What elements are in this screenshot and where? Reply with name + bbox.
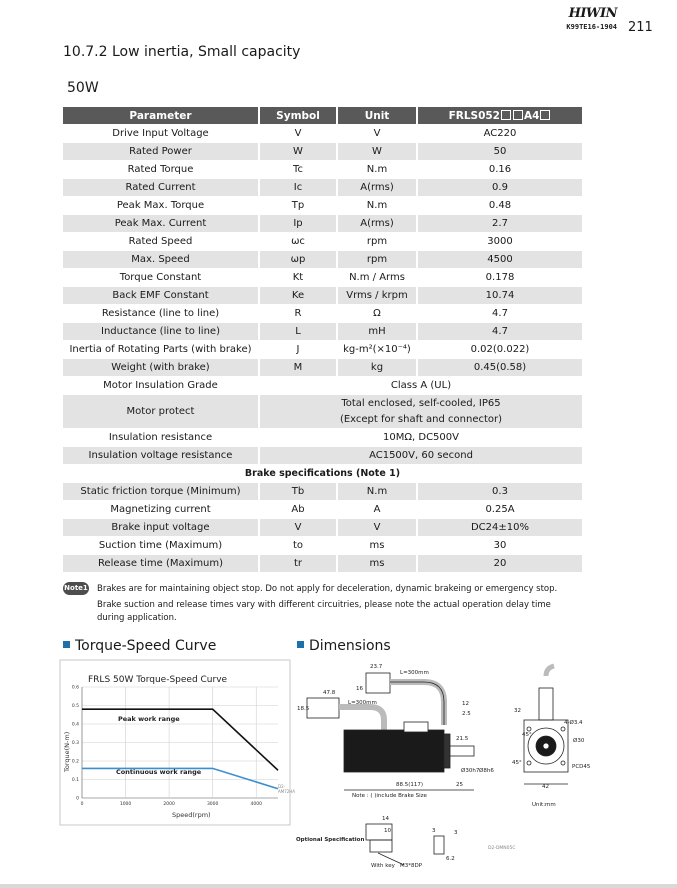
motor-protect-line1: Total enclosed, self-cooled, IP65 — [341, 397, 501, 409]
cell-unit: W — [336, 143, 416, 160]
optional-key — [370, 840, 392, 852]
y-tick-label: 0.4 — [71, 722, 79, 728]
cell-parameter: Back EMF Constant — [63, 287, 258, 304]
cell-parameter: Rated Power — [63, 143, 258, 160]
cell-unit: N.m / Arms — [336, 269, 416, 286]
end-view-connector — [539, 688, 553, 720]
section-title: 10.7.2 Low inertia, Small capacity — [63, 44, 301, 60]
header-unit: Unit — [336, 107, 416, 124]
cell-parameter: Peak Max. Current — [63, 215, 258, 232]
cell-symbol: to — [258, 537, 336, 554]
cell-value: 2.7 — [416, 215, 582, 232]
bullet-square-icon — [63, 641, 70, 648]
cell-value: 3000 — [416, 233, 582, 250]
brake-spec-header: Brake specifications (Note 1) — [63, 465, 582, 482]
x-tick-label: 0 — [80, 802, 84, 807]
cell-symbol: Ab — [258, 501, 336, 518]
connector-block — [404, 722, 428, 732]
opt-dim-14: 14 — [382, 816, 389, 822]
footer-bar — [0, 884, 677, 888]
cell-symbol: L — [258, 323, 336, 340]
end-view-shaft — [543, 743, 549, 749]
cell-parameter: Release time (Maximum) — [63, 555, 258, 572]
motor-shaft — [450, 746, 474, 756]
x-axis-label: Speed(rpm) — [172, 811, 211, 819]
dim-note: Note : ( )include Brake Size — [352, 793, 427, 799]
unit-label: Unit:mm — [532, 802, 556, 808]
dim-phi8h6: Ø8h6 — [479, 768, 494, 774]
cell-symbol: ωp — [258, 251, 336, 268]
cell-value: 4500 — [416, 251, 582, 268]
dim-phi30: Ø30 — [573, 738, 585, 744]
y-tick-label: 0.1 — [71, 778, 79, 783]
dim-42: 42 — [542, 784, 549, 790]
cell-symbol: Tb — [258, 483, 336, 500]
cell-value: Class A (UL) — [258, 377, 582, 394]
cell-parameter: Drive Input Voltage — [63, 125, 258, 142]
end-view-cable — [546, 666, 554, 676]
cell-value: 0.48 — [416, 197, 582, 214]
cell-unit: Ω — [336, 305, 416, 322]
cell-value: 0.02(0.022) — [416, 341, 582, 358]
cell-parameter: Inertia of Rotating Parts (with brake) — [63, 341, 258, 358]
cell-symbol: ωc — [258, 233, 336, 250]
cell-parameter: Motor Insulation Grade — [63, 377, 258, 394]
cell-unit: kg-m²(×10⁻⁴) — [336, 341, 416, 358]
dim-16: 16 — [356, 686, 363, 692]
cell-unit: rpm — [336, 251, 416, 268]
mount-hole — [561, 761, 565, 765]
continuous-range-label: Continuous work range — [116, 768, 202, 776]
cell-parameter: Static friction torque (Minimum) — [63, 483, 258, 500]
opt-with-key: With key — [371, 863, 395, 869]
x-tick-label: 2000 — [163, 802, 175, 807]
dimensions-drawing — [296, 660, 616, 885]
chart-code: D2-AM72HA — [278, 784, 296, 794]
doc-code: K99TE16-1904 — [566, 23, 617, 31]
dims-code: D2-DMN05C — [488, 846, 516, 851]
cell-unit: V — [336, 125, 416, 142]
y-axis-label: Torque(N-m) — [63, 731, 71, 772]
x-tick-label: 1000 — [119, 802, 132, 807]
cell-symbol: W — [258, 143, 336, 160]
cell-value: 0.25A — [416, 501, 582, 518]
cell-parameter: Inductance (line to line) — [63, 323, 258, 340]
cell-unit: A(rms) — [336, 215, 416, 232]
cell-symbol: Ic — [258, 179, 336, 196]
cell-value: 4.7 — [416, 305, 582, 322]
cell-value: 20 — [416, 555, 582, 572]
opt-dim-6-2: 6.2 — [446, 856, 455, 862]
cell-value: 10MΩ, DC500V — [258, 429, 582, 446]
placeholder-box-icon — [540, 110, 550, 120]
cell-value: 0.178 — [416, 269, 582, 286]
note-text — [97, 583, 577, 628]
cell-symbol: Ke — [258, 287, 336, 304]
cell-value: 10.74 — [416, 287, 582, 304]
optional-tap-end — [434, 836, 444, 854]
dim-21-5: 21.5 — [456, 736, 469, 742]
cell-parameter: Resistance (line to line) — [63, 305, 258, 322]
cell-unit: Vrms / krpm — [336, 287, 416, 304]
peak-range-label: Peak work range — [118, 715, 180, 723]
cell-symbol: Kt — [258, 269, 336, 286]
cell-parameter: Rated Torque — [63, 161, 258, 178]
opt-dim-10: 10 — [384, 828, 391, 834]
cell-symbol: J — [258, 341, 336, 358]
spec-table — [63, 106, 582, 573]
cell-value — [258, 395, 582, 428]
cell-value: 0.9 — [416, 179, 582, 196]
torque-curve-heading-label: Torque-Speed Curve — [75, 638, 217, 654]
cell-value: DC24±10% — [416, 519, 582, 536]
cell-parameter: Rated Speed — [63, 233, 258, 250]
opt-tap: M3*8DP — [400, 863, 423, 869]
dim-32: 32 — [514, 708, 521, 714]
power-connector — [307, 698, 339, 718]
cell-parameter: Weight (with brake) — [63, 359, 258, 376]
cell-symbol: M — [258, 359, 336, 376]
power-cable — [339, 707, 384, 730]
y-tick-label: 0.6 — [71, 685, 79, 691]
cell-value: 0.16 — [416, 161, 582, 178]
table-header-row — [63, 107, 582, 124]
cell-unit: ms — [336, 537, 416, 554]
dimensions-heading-label: Dimensions — [309, 638, 391, 654]
cell-parameter: Magnetizing current — [63, 501, 258, 518]
opt-dim-3: 3 — [432, 828, 436, 834]
dim-2-5: 2.5 — [462, 711, 471, 717]
bullet-square-icon — [297, 641, 304, 648]
cell-unit: V — [336, 519, 416, 536]
cell-value: 0.3 — [416, 483, 582, 500]
motor-protect-line2: (Except for shaft and connector) — [339, 413, 503, 425]
cell-symbol: Ip — [258, 215, 336, 232]
dim-pcd45: PCD45 — [572, 764, 591, 770]
x-tick-label: 3000 — [206, 802, 219, 807]
cell-symbol: V — [258, 125, 336, 142]
motor-flange — [444, 734, 450, 768]
cell-parameter: Rated Current — [63, 179, 258, 196]
cell-symbol: Tp — [258, 197, 336, 214]
header-symbol: Symbol — [258, 107, 336, 124]
dim-phi30h7: Ø30h7 — [461, 768, 480, 774]
cell-symbol: V — [258, 519, 336, 536]
cell-symbol: Tc — [258, 161, 336, 178]
y-tick-label: 0.5 — [71, 704, 79, 709]
cell-value: 50 — [416, 143, 582, 160]
y-tick-label: 0 — [76, 796, 79, 802]
dim-45-a: 45° — [522, 732, 532, 738]
dim-47-8: 47.8 — [323, 690, 336, 696]
cell-symbol: tr — [258, 555, 336, 572]
cell-value: 0.45(0.58) — [416, 359, 582, 376]
x-tick-label: 4000 — [250, 802, 262, 807]
cell-parameter: Insulation resistance — [63, 429, 258, 446]
dim-45-b: 45° — [512, 760, 522, 766]
cell-symbol: R — [258, 305, 336, 322]
opt-dim-3b: 3 — [454, 830, 458, 836]
note-line-2: Brake suction and release times vary with different circuitries, please note the actual operation delay time during application. — [97, 600, 551, 623]
model-mid: A4 — [524, 109, 540, 122]
brand-logo: HIWIN — [568, 6, 617, 21]
cell-unit: kg — [336, 359, 416, 376]
dim-l300-top: L=300mm — [400, 670, 429, 676]
cell-parameter: Brake input voltage — [63, 519, 258, 536]
cell-parameter: Max. Speed — [63, 251, 258, 268]
cell-unit: N.m — [336, 161, 416, 178]
motor-body — [344, 730, 444, 772]
dim-l300-mid: L=300mm — [348, 700, 377, 706]
cell-unit: A — [336, 501, 416, 518]
cell-unit: ms — [336, 555, 416, 572]
cell-unit: mH — [336, 323, 416, 340]
note-badge: Note1 — [63, 582, 89, 595]
dim-18-5: 18.5 — [297, 706, 310, 712]
dim-23-7: 23.7 — [370, 664, 383, 670]
placeholder-box-icon — [513, 110, 523, 120]
cell-value: AC220 — [416, 125, 582, 142]
cell-parameter: Insulation voltage resistance — [63, 447, 258, 464]
dim-length: 88.5(117) — [396, 782, 424, 788]
cell-parameter: Suction time (Maximum) — [63, 537, 258, 554]
y-tick-label: 0.2 — [71, 759, 79, 765]
note-line-1: Brakes are for maintaining object stop. Do not apply for deceleration, dynamic brakeing or emergency stop. — [97, 584, 558, 594]
cell-unit: A(rms) — [336, 179, 416, 196]
page-number: 211 — [628, 20, 653, 35]
cell-value: 30 — [416, 537, 582, 554]
torque-curve-heading — [63, 638, 216, 654]
mount-hole — [527, 761, 531, 765]
mount-hole — [561, 727, 565, 731]
dim-25: 25 — [456, 782, 463, 788]
placeholder-box-icon — [501, 110, 511, 120]
dimensions-heading — [297, 638, 391, 654]
chart-title: FRLS 50W Torque-Speed Curve — [88, 675, 228, 685]
cell-value: 4.7 — [416, 323, 582, 340]
optional-spec-title: Optional Specification — [296, 837, 365, 843]
mount-hole — [527, 727, 531, 731]
cell-parameter: Torque Constant — [63, 269, 258, 286]
encoder-cable — [390, 682, 444, 725]
dim-12: 12 — [462, 701, 469, 707]
power-label: 50W — [67, 80, 99, 96]
y-tick-label: 0.3 — [71, 741, 79, 746]
header-model — [416, 107, 582, 124]
cell-parameter: Motor protect — [63, 395, 258, 428]
torque-speed-chart — [60, 660, 296, 825]
cell-unit: N.m — [336, 197, 416, 214]
cell-unit: N.m — [336, 483, 416, 500]
cell-value: AC1500V, 60 second — [258, 447, 582, 464]
dim-4-phi3-4: 4-Ø3.4 — [564, 720, 583, 726]
cell-unit: rpm — [336, 233, 416, 250]
model-prefix: FRLS052 — [448, 109, 500, 122]
encoder-connector — [366, 673, 390, 693]
cell-parameter: Peak Max. Torque — [63, 197, 258, 214]
header-parameter: Parameter — [63, 107, 258, 124]
